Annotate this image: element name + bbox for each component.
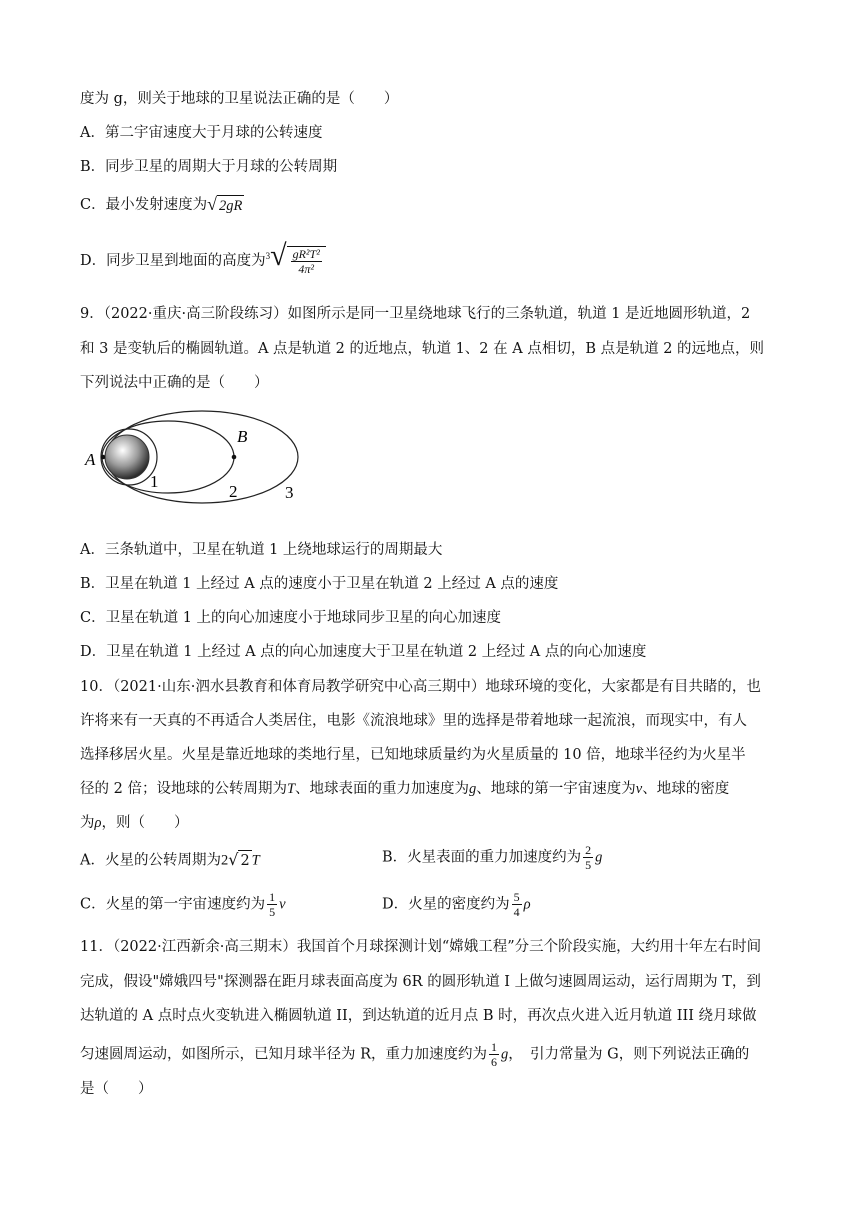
q10-option-d-numerator: 5 (513, 890, 520, 904)
label-a: A (85, 450, 96, 469)
q10-option-c-symbol: v (279, 896, 286, 913)
q9-option-a: A．三条轨道中，卫星在轨道 1 上绕地球运行的周期最大 (80, 542, 443, 558)
q9-stem-line-1: 9．（2022·重庆·高三阶段练习）如图所示是同一卫星绕地球飞行的三条轨道，轨道 1 是近地圆形轨道，2 (80, 306, 751, 322)
point-a-dot (101, 455, 106, 460)
q10-line-4-part-a: 径的 2 倍；设地球的公转周期为 (80, 781, 287, 797)
q10-option-d (382, 890, 531, 919)
q10-option-b-symbol: g (595, 849, 603, 866)
q8-option-c (80, 194, 244, 216)
label-orbit-2: 2 (229, 482, 238, 501)
label-b: B (237, 427, 248, 446)
q10-option-d-label: D．火星的密度约为 (382, 896, 510, 913)
q9-option-d: D．卫星在轨道 1 上经过 A 点的向心加速度大于卫星在轨道 2 上经过 A 点的向心加速度 (80, 644, 647, 660)
q10-option-b-numerator: 2 (585, 843, 592, 857)
q10-stem-line-5 (80, 813, 188, 833)
q8-option-d-cbrt: $^3$√ $\frac{\text{gR²T²}}{\text{4π²}}$ (266, 246, 326, 276)
q10-option-b-denominator: 5 (585, 858, 592, 872)
q8-option-b: B．同步卫星的周期大于月球的公转周期 (80, 159, 338, 175)
q11-stem-line-4 (80, 1040, 749, 1069)
q11-stem-line-2: 完成，假设"嫦娥四号"探测器在距月球表面高度为 6R 的圆形轨道 I 上做匀速圆周运动，运行周期为 T，到 (80, 974, 761, 990)
q8-option-c-radicand: 2gR (217, 195, 244, 216)
q11-stem-line-1: 11．（2022·江西新余·高三期末）我国首个月球探测计划“嫦娥工程”分三个阶段实施，大约用十年左右时间 (80, 939, 762, 955)
q10-line-4-part-d: 、地球的密度 (642, 781, 730, 797)
label-orbit-3: 3 (285, 483, 294, 502)
q10-symbol-rho: ρ (94, 815, 102, 831)
q10-option-b-label: B．火星表面的重力加速度约为 (382, 849, 582, 866)
q8-option-c-sqrt: √ 2gR (207, 194, 243, 214)
q9-option-c: C．卫星在轨道 1 上的向心加速度小于地球同步卫星的向心加速度 (80, 610, 502, 626)
q10-option-b (382, 843, 602, 872)
label-orbit-1: 1 (150, 472, 159, 491)
q10-option-c-label: C．火星的第一宇宙速度约为 (80, 896, 266, 913)
orbit-diagram (82, 405, 302, 507)
q10-option-a-label: A．火星的公转周期为 (80, 852, 221, 869)
q11-line-4-numerator: 1 (491, 1040, 498, 1054)
q8-option-d-denominator: 4π² (298, 262, 314, 277)
earth (105, 435, 149, 479)
q10-line-5-suffix: ，则（ ） (101, 815, 189, 831)
q10-option-c-numerator: 1 (269, 890, 276, 904)
point-b-dot (232, 455, 237, 460)
q10-line-4-part-b: 、地球表面的重力加速度为 (295, 781, 470, 797)
q10-option-a-radicand: 2 (238, 850, 251, 871)
q8-option-d-label: D．同步卫星到地面的高度为 (80, 253, 266, 270)
q9-stem-line-2: 和 3 是变轨后的椭圆轨道。A 点是轨道 2 的近地点，轨道 1、2 在 A 点相切，B 点是轨道 2 的远地点，则 (80, 341, 765, 357)
q10-stem-line-3: 选择移居火星。火星是靠近地球的类地行星，已知地球质量约为火星质量的 10 倍，地球半径约为火星半 (80, 747, 746, 763)
q10-line-5-prefix: 为 (80, 815, 95, 831)
q8-stem-tail: 度为 g，则关于地球的卫星说法正确的是（ ） (80, 91, 399, 107)
q11-line-4-part-b: ， 引力常量为 G，则下列说法正确的 (508, 1046, 750, 1063)
q10-option-a (80, 850, 260, 871)
q9-option-b: B．卫星在轨道 1 上经过 A 点的速度小于卫星在轨道 2 上经过 A 点的速度 (80, 576, 559, 592)
q10-symbol-v: v (635, 781, 643, 797)
q11-line-4-part-a: 匀速圆周运动，如图所示，已知月球半径为 R，重力加速度约为 (80, 1046, 488, 1063)
q10-option-d-symbol: ρ (523, 896, 531, 913)
q10-symbol-t: T (286, 781, 296, 797)
q9-stem-line-3: 下列说法中正确的是（ ） (80, 375, 269, 391)
q10-stem-line-1: 10．（2021·山东·泗水县教育和体育局教学研究中心高三期中）地球环境的变化，大家都是有目共睹的，也 (80, 679, 761, 695)
q8-option-d-numerator: gR²T² (292, 247, 320, 262)
q10-option-a-coef: 2 (220, 852, 229, 869)
q8-option-c-label: C．最小发射速度为 (80, 197, 208, 213)
q11-stem-line-3: 达轨道的 A 点时点火变轨进入椭圆轨道 II，到达轨道的近月点 B 时，再次点火进入近月轨道 III 绕月球做 (80, 1008, 757, 1024)
q10-stem-line-2: 许将来有一天真的不再适合人类居住，电影《流浪地球》里的选择是带着地球一起流浪，而现实中，有人 (80, 713, 747, 729)
q10-option-a-t: T (251, 852, 260, 869)
q11-line-4-symbol-g: g (501, 1046, 509, 1063)
q10-option-a-sqrt: √ 2 (228, 850, 250, 869)
q10-stem-line-4 (80, 779, 729, 799)
q10-symbol-g: g (469, 781, 477, 797)
q10-option-c-denominator: 5 (269, 905, 276, 919)
q10-option-d-denominator: 4 (513, 905, 520, 919)
q11-line-4-denominator: 6 (491, 1055, 498, 1069)
q8-option-a: A．第二宇宙速度大于月球的公转速度 (80, 125, 323, 141)
q10-line-4-part-c: 、地球的第一宇宙速度为 (476, 781, 636, 797)
q8-option-d (80, 239, 326, 277)
q10-option-c (80, 890, 286, 919)
q11-stem-line-5: 是（ ） (80, 1081, 153, 1097)
